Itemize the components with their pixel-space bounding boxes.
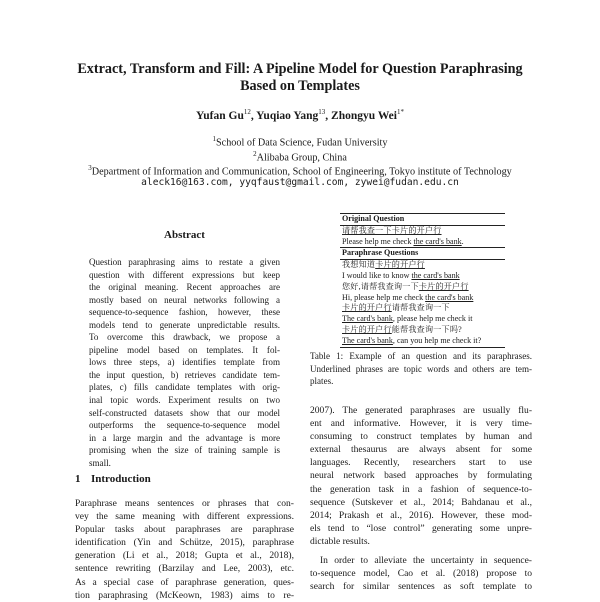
body-line: to-sequence model, Cao et al. (2018) propose to (310, 568, 532, 580)
caption-line: Table 1: Example of an question and its paraphrases. (310, 351, 532, 361)
body-line: ent and informative. However, it is very time- (310, 418, 532, 430)
topic-phrase: 卡片的开户行 (342, 324, 392, 334)
body-line: 2014; Prakash et al., 2016). However, these mod- (310, 509, 532, 521)
abstract-line: the original meaning. Recent approaches are (89, 282, 280, 293)
table-row (340, 271, 505, 282)
intro-line: vey the same meaning with different expressions. (75, 511, 294, 523)
intro-line: Paraphrase means sentences or phrases that con- (75, 498, 294, 509)
intro-line: Popular tasks about paraphrases are paraphrase (75, 524, 294, 536)
section-number: 1 (75, 473, 81, 485)
intro-line: tion paraphrasing (McKeown, 1983) aims to re- (75, 589, 294, 601)
intro-line: As a special case of paraphrase generation, ques- (75, 576, 294, 588)
abstract-line: mostly based on neural networks following a (89, 294, 280, 305)
author-name: Zhongyu Wei (331, 109, 397, 122)
abstract-line: plates, c) fills candidate templates with orig- (89, 382, 280, 393)
affiliation-mark: 1 (212, 135, 217, 143)
abstract-line: pipeline model based on templates. It fol- (89, 344, 280, 355)
topic-phrase: 卡片的开户行 (375, 260, 425, 270)
abstract-line: promising when the size of training sample is (89, 445, 280, 456)
affiliation-text: Alibaba Group, China (256, 152, 347, 164)
table-row (340, 336, 505, 347)
caption-line: plates. (310, 376, 334, 386)
abstract-line: To overcome this drawback, we propose a (89, 332, 280, 343)
template-text: Please help me check (342, 236, 414, 246)
abstract-heading: Abstract (164, 229, 205, 241)
author-affiliation-mark: 1* (397, 108, 404, 116)
paper-title-line-1: Extract, Transform and Fill: A Pipeline Model for Question Paraphrasing (77, 61, 523, 77)
template-text: Hi, please help me check (342, 292, 426, 302)
table-row (340, 260, 505, 271)
affiliation-mark: 2 (253, 150, 257, 158)
table-header-original: Original Question (342, 214, 405, 223)
template-text: , please help me check it (392, 314, 473, 324)
body-line: 2007). The generated paraphrases are usually flu- (310, 405, 532, 416)
body-line: els tend to “lose control” generating some unpre- (310, 522, 532, 534)
topic-phrase: the card's bank (413, 236, 462, 246)
intro-line: identification (Yin and Schütze, 2015), paraphrase (75, 537, 294, 549)
table-1-caption (310, 350, 532, 388)
topic-phrase: 请帮我查一下卡片的开户行 (342, 225, 442, 235)
table-bottom-rule (340, 347, 505, 348)
author-name: Yufan Gu (196, 109, 244, 122)
table-1 (340, 213, 505, 348)
affiliation-text: School of Data Science, Fudan University (216, 137, 388, 149)
table-row (340, 325, 505, 336)
abstract-line: the input question, b) retrieves candidate tem- (89, 369, 280, 380)
abstract-line: models tend to generate unpredictable results. (89, 319, 280, 330)
template-text: 我想知道 (342, 260, 376, 270)
template-text: 请帮我查询一下 (391, 303, 450, 313)
abstract-line: Question paraphrasing aims to restate a given (89, 257, 280, 267)
affiliation-mark: 3 (88, 164, 92, 172)
body-line: the generation task in a fashion of sequence-to- (310, 483, 532, 495)
template-text: . (461, 236, 464, 246)
topic-phrase: the card's bank (425, 292, 474, 302)
author-list: Yufan Gu$^{12}$, Yuqiao Yang$^{13}$, Zhongyu Wei$^{1*}$ (196, 108, 404, 122)
paper-title-line-2: Based on Templates (240, 78, 360, 94)
table-row (340, 293, 505, 304)
abstract-text (89, 256, 280, 469)
body-line: neural network based approaches by formulating (310, 470, 532, 482)
table-row-original-en (340, 237, 505, 248)
intro-line: generation (Li et al., 2018; Gupta et al., 2018), (75, 550, 294, 562)
abstract-line: inal topic words. Experiment results on two (89, 395, 280, 406)
affiliation-text: Department of Information and Communication, School of Engineering, Tokyo institute of Technology (91, 166, 512, 178)
section-heading-introduction (75, 473, 151, 485)
abstract-line: sequence-to-sequence fashion, however, these (89, 307, 280, 318)
author-affiliation-mark: 13 (318, 108, 326, 116)
topic-phrase: The card's bank (342, 314, 393, 324)
template-text: , can you help me check it? (392, 335, 482, 345)
abstract-line: question with different expressions but keep (89, 269, 280, 280)
body-line: consuming to construct templates by human and (310, 431, 532, 443)
right-column-text (310, 404, 532, 593)
body-line: languages. Recently, researchers start to use (310, 457, 532, 469)
table-row (340, 314, 505, 325)
body-line: external thesaurus are always absent for some (310, 444, 532, 456)
template-text: I would like to know (342, 270, 412, 280)
author-emails: aleck16@163.com, yyqfaust@gmail.com, zywei@fudan.edu.cn (141, 177, 459, 188)
template-text: 您好,请帮我查询一下 (342, 281, 419, 291)
topic-phrase: the card's bank (411, 270, 460, 280)
paper-title (0, 61, 600, 95)
table-row (340, 303, 505, 314)
body-line: In order to alleviate the uncertainty in sequence- (320, 555, 532, 567)
abstract-line: lows three steps, a) identifies template from (89, 357, 280, 368)
topic-phrase: 卡片的开户行 (418, 281, 469, 291)
body-line: sequence (Sutskever et al., 2014; Bahdanau et al., (310, 496, 532, 508)
affiliation-1 (0, 133, 600, 149)
body-line: dictable results. (310, 535, 370, 547)
abstract-line: in a large margin and the advantage is more (89, 432, 280, 443)
template-text: 能帮我查询一下吗? (391, 324, 462, 334)
body-line: search for similar sentences as soft template to (310, 581, 532, 593)
table-row-original-zh (340, 226, 505, 237)
abstract-line: small. (89, 457, 111, 468)
abstract-line: self-constructed datasets show that our model (89, 407, 280, 418)
intro-line: sentence rewriting (Barzilay and Lee, 2003), etc. (75, 563, 294, 575)
introduction-text (75, 497, 294, 602)
table-header-paraphrase: Paraphrase Questions (342, 248, 419, 258)
author-name: Yuqiao Yang (256, 109, 319, 122)
table-row (340, 282, 505, 293)
abstract-line: outperforms the sequence-to-sequence model (89, 420, 280, 431)
topic-phrase: 卡片的开户行 (342, 303, 392, 313)
section-title: Introduction (91, 473, 151, 485)
topic-phrase: The card's bank (342, 335, 393, 345)
author-affiliation-mark: 12 (243, 108, 251, 116)
caption-line: Underlined phrases are topic words and others are tem- (310, 363, 532, 374)
